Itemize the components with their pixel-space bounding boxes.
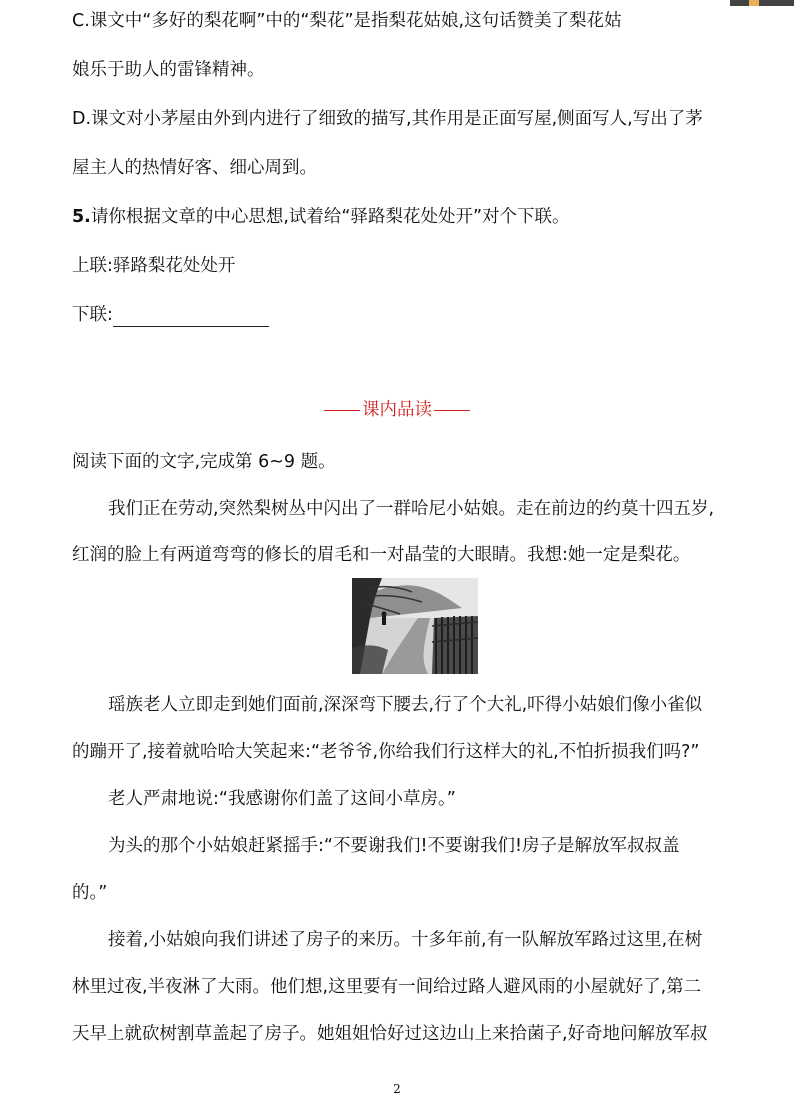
lower-couplet bbox=[72, 303, 269, 327]
passage-line: 老人严肃地说:“我感谢你们盖了这间小草房。” bbox=[108, 789, 456, 809]
section-title-text: 课内品读 bbox=[362, 400, 432, 420]
passage-line: 为头的那个小姑娘赶紧摇手:“不要谢我们!不要谢我们!房子是解放军叔叔盖 bbox=[108, 836, 680, 856]
option-c-line-1: C.课文中“多好的梨花啊”中的“梨花”是指梨花姑娘,这句话赞美了梨花姑 bbox=[72, 11, 622, 31]
answer-blank[interactable] bbox=[113, 308, 269, 327]
reading-instruction: 阅读下面的文字,完成第 6~9 题。 bbox=[72, 452, 336, 472]
passage-line: 的蹦开了,接着就哈哈大笑起来:“老爷爷,你给我们行这样大的礼,不怕折损我们吗?” bbox=[72, 742, 700, 762]
page-number: 2 bbox=[393, 1082, 401, 1096]
passage-line: 天早上就砍树割草盖起了房子。她姐姐恰好过这边山上来拾菌子,好奇地问解放军叔 bbox=[72, 1024, 708, 1044]
option-d-line-1: D.课文对小茅屋由外到内进行了细致的描写,其作用是正面写屋,侧面写人,写出了茅 bbox=[72, 109, 703, 129]
passage-line: 林里过夜,半夜淋了大雨。他们想,这里要有一间给过路人避风雨的小屋就好了,第二 bbox=[72, 977, 702, 997]
title-rule-left bbox=[324, 410, 360, 411]
option-d-line-2: 屋主人的热情好客、细心周到。 bbox=[72, 158, 317, 178]
lower-couplet-label: 下联: bbox=[72, 305, 113, 325]
option-c-line-2: 娘乐于助人的雷锋精神。 bbox=[72, 60, 265, 80]
question-5 bbox=[72, 205, 570, 229]
section-title bbox=[0, 398, 794, 422]
passage-line: 红润的脸上有两道弯弯的修长的眉毛和一对晶莹的大眼睛。我想:她一定是梨花。 bbox=[72, 545, 691, 565]
upper-couplet: 上联:驿路梨花处处开 bbox=[72, 256, 236, 276]
question-5-text: 请你根据文章的中心思想,试着给“驿路梨花处处开”对个下联。 bbox=[90, 207, 570, 227]
corner-logo bbox=[730, 0, 794, 6]
passage-line: 接着,小姑娘向我们讲述了房子的来历。十多年前,有一队解放军路过这里,在树 bbox=[108, 930, 703, 950]
photo-drawing bbox=[352, 578, 478, 674]
illustration-photo bbox=[352, 578, 478, 674]
passage-line: 的。” bbox=[72, 883, 108, 903]
title-rule-right bbox=[434, 410, 470, 411]
question-5-number: 5. bbox=[72, 207, 91, 227]
passage-line: 我们正在劳动,突然梨树丛中闪出了一群哈尼小姑娘。走在前边的约莫十四五岁, bbox=[108, 499, 715, 519]
passage-line: 瑶族老人立即走到她们面前,深深弯下腰去,行了个大礼,吓得小姑娘们像小雀似 bbox=[108, 695, 703, 715]
